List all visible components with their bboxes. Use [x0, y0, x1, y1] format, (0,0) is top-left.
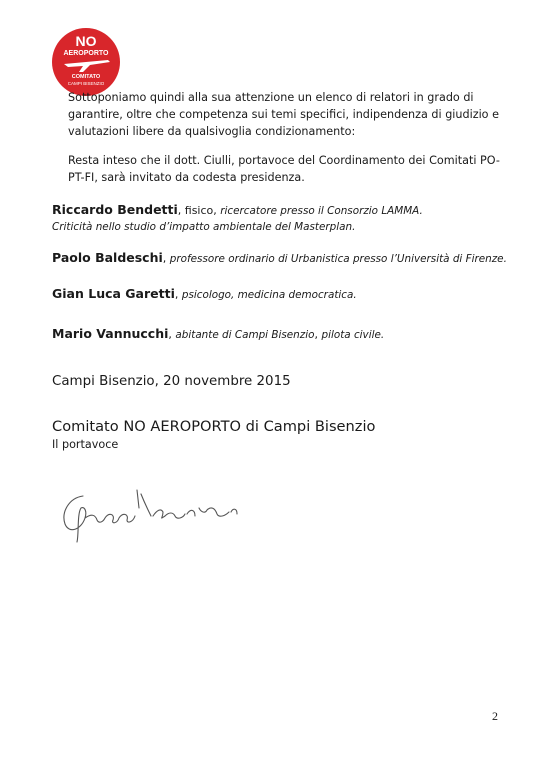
- relator-role: ricercatore presso il Consorzio LAMMA.: [220, 205, 423, 217]
- relator-separator: ,: [314, 328, 322, 341]
- relator-item: [52, 286, 357, 303]
- relator-item: [52, 326, 384, 343]
- relator-separator: ,: [174, 288, 182, 301]
- organization-name: Comitato NO AEROPORTO di Campi Bisenzio: [52, 418, 376, 435]
- relator-item: [52, 202, 423, 235]
- logo-comitato-text: COMITATO: [71, 74, 101, 80]
- relator-name: Gian Luca Garetti: [52, 286, 175, 301]
- relator-role: pilota civile.: [321, 329, 385, 341]
- logo-no-text: NO: [75, 33, 97, 49]
- committee-logo: [50, 26, 122, 98]
- intro-paragraph: Sottoponiamo quindi alla sua attenzione un elenco di relatori in grado di garantire, oltre che competenza sui temi specifici, indipendenza di giudizio e valutazioni libere da qualsivoglia condizionamento:: [68, 91, 499, 138]
- place-date: Campi Bisenzio, 20 novembre 2015: [52, 374, 291, 389]
- relator-topic: Criticità nello studio d’impatto ambientale del Masterplan.: [52, 221, 356, 233]
- relator-name: Paolo Baldeschi: [52, 250, 163, 265]
- signer-role: Il portavoce: [52, 438, 119, 451]
- page-number: 2: [492, 709, 498, 723]
- relator-name: Mario Vannucchi: [52, 326, 169, 341]
- logo-aeroporto-text: AEROPORTO: [63, 50, 109, 57]
- handwritten-signature: [55, 478, 245, 548]
- relator-item: [52, 250, 507, 267]
- relator-role: professore ordinario di Urbanistica presso l’Università di Firenze.: [169, 253, 507, 265]
- note-paragraph: Resta inteso che il dott. Ciulli, portavoce del Coordinamento dei Comitati PO-PT-FI, sarà invitato da codesta presidenza.: [68, 154, 500, 184]
- relator-separator: ,: [162, 252, 170, 265]
- relator-name: Riccardo Bendetti: [52, 202, 178, 217]
- relator-separator: , fisico,: [177, 204, 221, 217]
- logo-city-text: CAMPI BISENZIO: [67, 81, 105, 86]
- relator-separator: ,: [168, 328, 176, 341]
- relator-role: psicologo, medicina democratica.: [181, 289, 357, 301]
- relator-role: abitante di Campi Bisenzio: [175, 329, 315, 341]
